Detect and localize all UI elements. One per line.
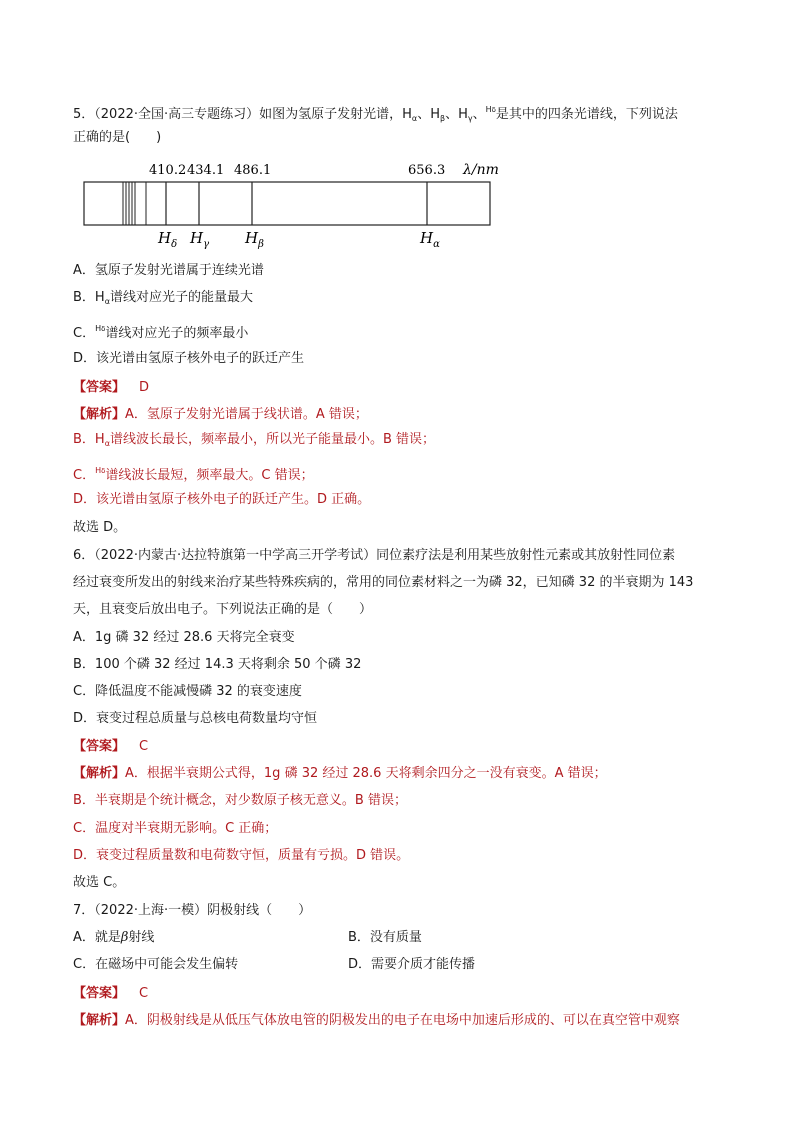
line-label-h-beta: $H_\beta$ <box>245 229 264 250</box>
q5-answer: 【答案】 D <box>73 380 150 395</box>
q5-option-a: A．氢原子发射光谱属于连续光谱 <box>73 263 264 278</box>
q7-option-c: C．在磁场中可能会发生偏转 <box>73 957 239 972</box>
q6-stem-line1: 6．（2022·内蒙古·达拉特旗第一中学高三开学考试）同位素疗法是利用某些放射性元素或其放射性同位素 <box>73 548 676 563</box>
q6-answer: 【答案】 C <box>73 739 149 754</box>
wavelength-label-434: 434.1 <box>187 163 225 178</box>
q6-stem-line3: 天，且衰变后放出电子。下列说法正确的是（ ） <box>73 602 373 617</box>
q7-option-b: B．没有质量 <box>348 930 422 945</box>
q5-option-c: C．$^{H\delta}$谱线对应光子的频率最小 <box>73 324 249 341</box>
q7-option-d: D．需要介质才能传播 <box>348 957 476 972</box>
q5-stem-line1: 5．（2022·全国·高三专题练习）如图为氢原子发射光谱，$H_\alpha$、$H_\beta$、$H_\gamma$、$^{H\delta}$是其中的四条光谱线，下列说法 <box>73 105 678 123</box>
q6-analysis-c: C．温度对半衰期无影响。C 正确； <box>73 821 278 836</box>
wavelength-label-410: 410.2 <box>149 163 187 178</box>
q7-answer: 【答案】 C <box>73 986 149 1001</box>
q6-option-b: B．100 个磷 32 经过 14.3 天将剩余 50 个磷 32 <box>73 657 362 672</box>
wavelength-label-656: 656.3 <box>408 163 446 178</box>
line-label-h-alpha: $H_\alpha$ <box>420 229 440 250</box>
q5-analysis-d: D．该光谱由氢原子核外电子的跃迁产生。D 正确。 <box>73 492 371 507</box>
q7-option-a: A．就是β射线 <box>73 930 155 945</box>
q5-option-b: B．$H_\alpha$谱线对应光子的能量最大 <box>73 290 253 306</box>
q6-analysis-b: B．半衰期是个统计概念，对少数原子核无意义。B 错误； <box>73 793 407 808</box>
hydrogen-spectrum-figure <box>80 155 520 250</box>
q5-option-d: D．该光谱由氢原子核外电子的跃迁产生 <box>73 351 305 366</box>
q6-analysis-a: 【解析】A．根据半衰期公式得，1g 磷 32 经过 28.6 天将剩余四分之一没有衰变。A 错误； <box>73 766 607 781</box>
line-label-h-delta: $H_\delta$ <box>158 229 178 250</box>
line-label-h-gamma: $H_\gamma$ <box>190 229 210 250</box>
wavelength-label-486: 486.1 <box>234 163 272 178</box>
q5-conclusion: 故选 D。 <box>73 520 127 535</box>
q6-option-c: C．降低温度不能减慢磷 32 的衰变速度 <box>73 684 302 699</box>
q6-analysis-d: D．衰变过程质量数和电荷数守恒，质量有亏损。D 错误。 <box>73 848 410 863</box>
q6-option-a: A．1g 磷 32 经过 28.6 天将完全衰变 <box>73 630 295 645</box>
q5-analysis-a: 【解析】A．氢原子发射光谱属于线状谱。A 错误； <box>73 407 368 422</box>
spectrum-box <box>84 182 490 225</box>
q5-analysis-c: C．$^{H\delta}$谱线波长最短，频率最大。C 错误； <box>73 466 314 483</box>
q7-analysis-a: 【解析】A．阴极射线是从低压气体放电管的阴极发出的电子在电场中加速后形成的、可以在真空管中观察 <box>73 1013 680 1028</box>
q6-stem-line2: 经过衰变所发出的射线来治疗某些特殊疾病的，常用的同位素材料之一为磷 32，已知磷 32 的半衰期为 143 <box>73 575 694 590</box>
q5-stem-line2: 正确的是( ) <box>73 130 162 145</box>
q6-option-d: D．衰变过程总质量与总核电荷数量均守恒 <box>73 711 318 726</box>
q6-conclusion: 故选 C。 <box>73 875 126 890</box>
unit-label: λ/nm <box>463 162 499 178</box>
q7-stem: 7．（2022·上海·一模）阴极射线（ ） <box>73 903 312 918</box>
q5-analysis-b: B．$H_\alpha$谱线波长最长，频率最小，所以光子能量最小。B 错误； <box>73 432 436 448</box>
h-delta-symbol: Hδ <box>485 105 496 114</box>
